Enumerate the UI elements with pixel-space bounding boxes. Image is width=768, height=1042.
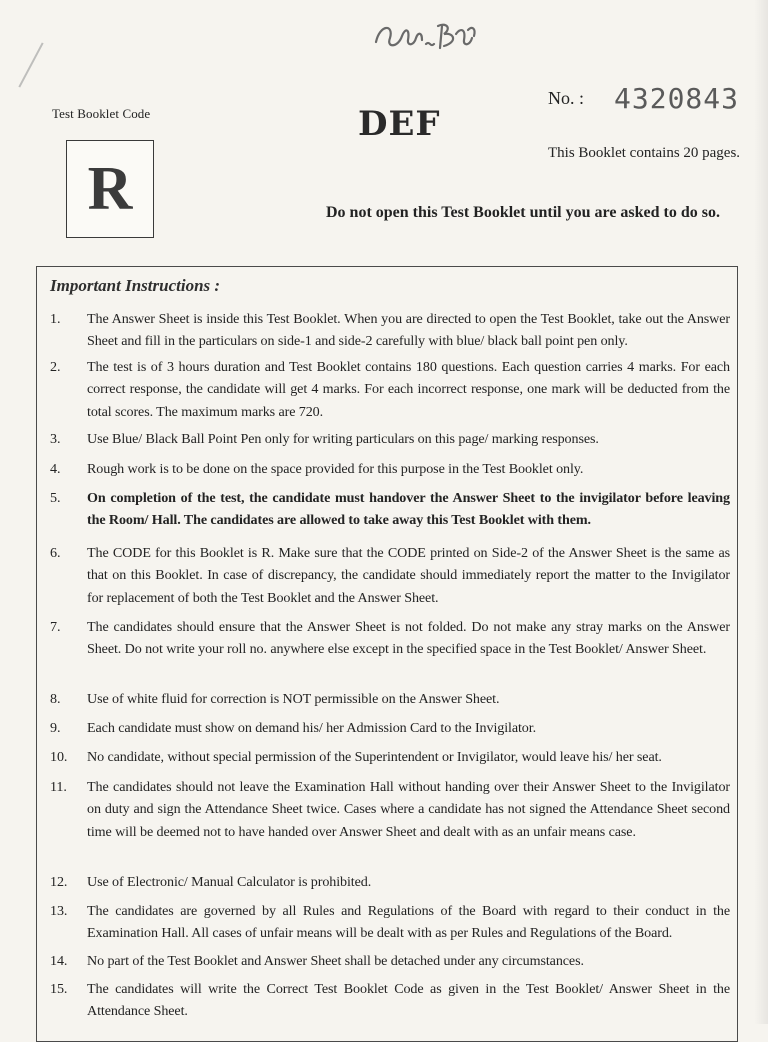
- instruction-number: 11.: [50, 779, 67, 795]
- instruction-item-15: [50, 978, 730, 1023]
- instruction-number: 14.: [50, 953, 68, 969]
- booklet-code-label: Test Booklet Code: [52, 106, 151, 121]
- handwritten-signature: [372, 18, 480, 54]
- instructions-heading: Important Instructions :: [50, 276, 221, 295]
- instruction-item-2: [50, 356, 730, 423]
- pen-stroke-mark: [18, 42, 43, 87]
- instruction-text: Use of white fluid for correction is NOT permissible on the Answer Sheet.: [87, 691, 500, 707]
- instruction-item-5: [50, 487, 730, 532]
- scan-edge-shadow: [754, 0, 768, 1024]
- instruction-number: 5.: [50, 490, 61, 506]
- booklet-code-letter: R: [87, 155, 133, 223]
- serial-label: No. :: [548, 88, 584, 108]
- instruction-text: Use of Electronic/ Manual Calculator is prohibited.: [87, 874, 372, 890]
- instruction-item-10: [50, 746, 730, 768]
- instruction-number: 8.: [50, 691, 61, 707]
- instruction-item-6: [50, 542, 730, 609]
- instruction-number: 15.: [50, 981, 68, 997]
- instruction-number: 9.: [50, 720, 61, 736]
- instruction-text: The candidates will write the Correct Test Booklet Code as given in the Test Booklet/ Answer Sheet in the Attendance Sheet.: [87, 981, 730, 1020]
- instruction-number: 6.: [50, 545, 61, 561]
- instruction-item-11: [50, 776, 730, 843]
- instruction-item-3: [50, 428, 730, 450]
- instruction-text: On completion of the test, the candidate must handover the Answer Sheet to the invigilator before leaving the Room/ Hall. The candidates are allowed to take away this Test Booklet with them.: [87, 490, 730, 529]
- pages-note: This Booklet contains 20 pages.: [548, 145, 741, 161]
- instruction-text: The candidates are governed by all Rules and Regulations of the Board with regard to their conduct in the Examination Hall. All cases of unfair means will be dealt with as per Rules and Regulations of the Board.: [87, 903, 730, 942]
- instruction-number: 3.: [50, 431, 61, 447]
- serial-number: 4320843: [614, 82, 740, 115]
- instruction-item-9: [50, 717, 730, 739]
- instruction-item-4: [50, 458, 730, 480]
- instruction-item-1: [50, 308, 730, 353]
- instruction-text: Use Blue/ Black Ball Point Pen only for writing particulars on this page/ marking responses.: [87, 431, 599, 447]
- instruction-text: The test is of 3 hours duration and Test Booklet contains 180 questions. Each question carries 4 marks. For each correct response, the candidate will get 4 marks. For each incorrect response, one mark will be deducted from the total scores. The maximum marks are 720.: [87, 359, 730, 420]
- instruction-number: 4.: [50, 461, 61, 477]
- instruction-number: 7.: [50, 619, 61, 635]
- instruction-text: Rough work is to be done on the space provided for this purpose in the Test Booklet only.: [87, 461, 584, 477]
- instruction-number: 1.: [50, 311, 61, 327]
- instruction-text: The CODE for this Booklet is R. Make sure that the CODE printed on Side-2 of the Answer Sheet is the same as that on this Booklet. In case of discrepancy, the candidate should immediately report the matter to the Invigilator for replacement of both the Test Booklet and the Answer Sheet.: [87, 545, 730, 606]
- series-code: DEF: [358, 104, 441, 144]
- instruction-text: The Answer Sheet is inside this Test Booklet. When you are directed to open the Test Booklet, take out the Answer Sheet and fill in the particulars on side-1 and side-2 carefully with blue/ black ball point pen only.: [87, 311, 730, 350]
- instruction-text: The candidates should ensure that the Answer Sheet is not folded. Do not make any stray marks on the Answer Sheet. Do not write your roll no. anywhere else except in the specified space in the Test Booklet/ Answer Sheet.: [87, 619, 730, 658]
- instruction-item-13: [50, 900, 730, 945]
- instruction-item-12: [50, 871, 730, 893]
- instruction-item-8: [50, 688, 730, 710]
- instruction-number: 13.: [50, 903, 68, 919]
- instruction-text: No part of the Test Booklet and Answer Sheet shall be detached under any circumstances.: [87, 953, 584, 969]
- instruction-item-14: [50, 950, 730, 972]
- instruction-item-7: [50, 616, 730, 661]
- instruction-number: 2.: [50, 359, 61, 375]
- instruction-text: Each candidate must show on demand his/ her Admission Card to the Invigilator.: [87, 720, 536, 736]
- instruction-text: The candidates should not leave the Examination Hall without handing over their Answer Sheet to the Invigilator on duty and sign the Attendance Sheet twice. Cases where a candidate has not signed the Attendance Sheet second time will be deemed not to have handed over Answer Sheet and dealt with as an unfair means case.: [87, 779, 730, 840]
- booklet-code-box: [66, 140, 154, 238]
- instruction-number: 10.: [50, 749, 68, 765]
- open-warning: Do not open this Test Booklet until you are asked to do so.: [326, 204, 720, 221]
- instruction-text: No candidate, without special permission of the Superintendent or Invigilator, would leave his/ her seat.: [87, 749, 662, 765]
- instruction-number: 12.: [50, 874, 68, 890]
